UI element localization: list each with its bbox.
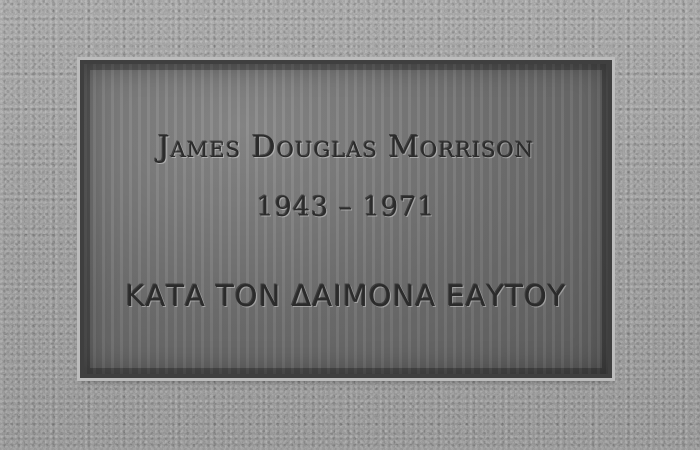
plaque-epitaph: ΚΑΤΑ ΤΟΝ ΔΑΙΜΟΝΑ ΕΑΥΤΟΥ (125, 279, 567, 313)
plaque-years: 1943 – 1971 (256, 192, 436, 223)
plaque-name: James Douglas Morrison (157, 130, 535, 165)
memorial-plaque (80, 60, 612, 378)
